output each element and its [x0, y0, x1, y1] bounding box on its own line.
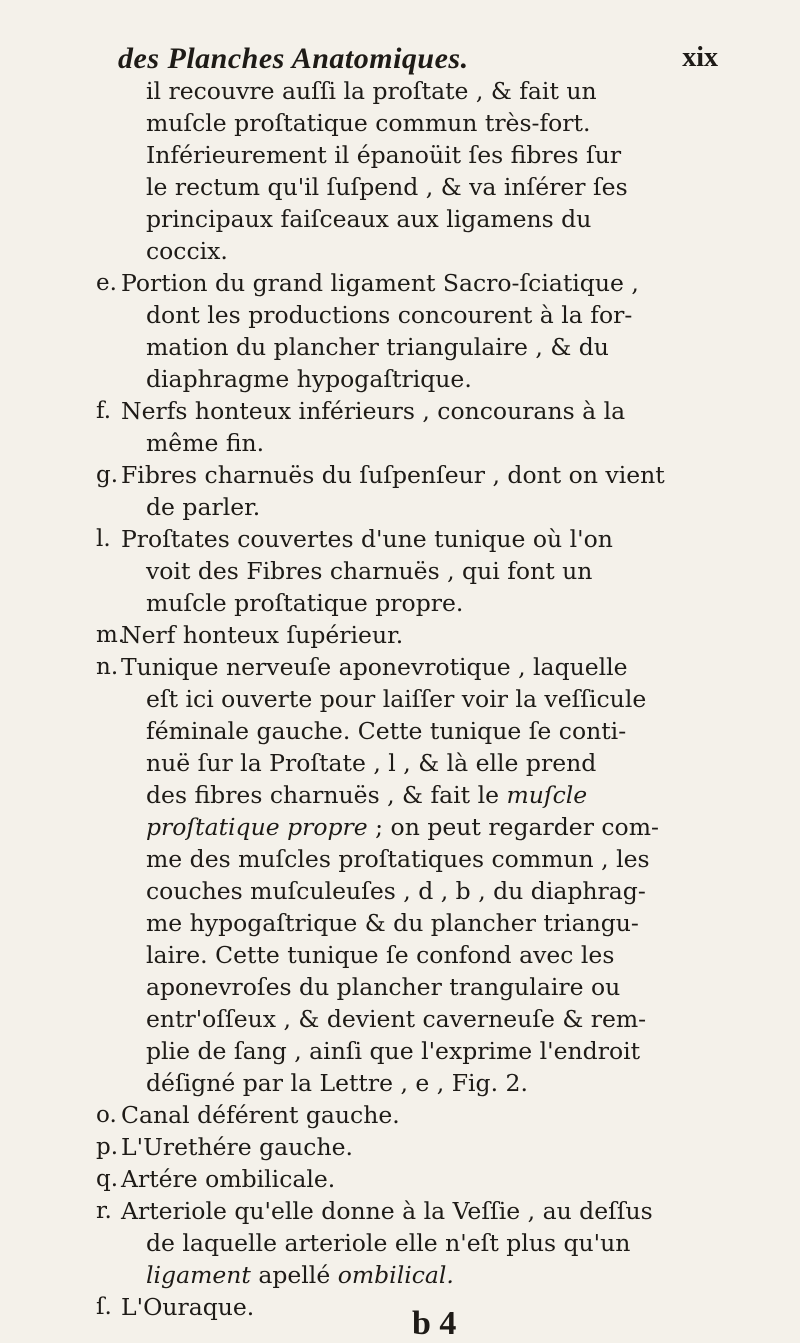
- page-number: xix: [682, 42, 718, 73]
- entry-marker-l: l.: [96, 526, 111, 552]
- book-page: des Planches Anatomiques. xix il recouvre auſſi la proſtate , & fait un muſcle proſtatique commun très-fort. Inférieurement il épanoüit ſes fibres ſur le rectum qu'il ſuſpend , & va inſérer ſes principaux faiſceaux aux ligamens du coccix. e. Portion du grand ligament Sacro-ſciatique , dont les productions concourent à la for- mation du plancher triangulaire , & du diaphragme hypogaſtrique. f. Nerfs honteux inférieurs , concourans à la même fin. g. Fibres charnuës du ſuſpenſeur , dont on vient de parler. l. Proſtates couvertes d'une tunique où l'on voit des Fibres charnuës , qui font un muſcle proſtatique propre. m. Nerf honteux ſupérieur. n. Tunique nerveuſe aponevrotique , laquelle eſt ici ouverte pour laiſſer voir la veſſicule féminale gauche. Cette tunique ſe conti- nuë ſur la Proſtate , l , & là elle prend des fibres charnuës , & fait le muſcle proſtatique propre ; on peut regarder com- me des muſcles proſtatiques commun , les couches muſculeuſes , d , b , du diaphrag- me hypogaſtrique & du plancher triangu- laire. Cette tunique ſe confond avec les aponevroſes du plancher trangulaire ou entr'oſſeux , & devient caverneuſe & rem- plie de ſang , ainſi que l'exprime l'endroit déſigné par la Lettre , e , Fig. 2. o. Canal déférent gauche. p. L'Urethére gauche. q. Artére ombilicale. r. Arteriole qu'elle donne à la Veſſie , au deſſus de laquelle arteriole elle n'eſt plus qu'un ligament apellé ombilical. ſ. L'Ouraque. b 4: [96, 42, 718, 1342]
- entry-marker-q: q.: [96, 1166, 119, 1192]
- italic-term: ligament: [146, 1261, 251, 1289]
- entry-marker-e: e.: [96, 270, 117, 296]
- entry-marker-s: ſ.: [96, 1294, 112, 1320]
- line-remainder: ; on peut regarder com-: [367, 813, 659, 841]
- entry-marker-m: m.: [96, 622, 126, 648]
- entry-marker-o: o.: [96, 1102, 117, 1128]
- running-header: [118, 42, 718, 78]
- italic-term: muſcle: [506, 781, 588, 809]
- entry-marker-f: f.: [96, 398, 112, 424]
- entry-marker-n: n.: [96, 654, 119, 680]
- entry-marker-g: g.: [96, 462, 119, 488]
- running-title: des Planches Anatomiques.: [118, 42, 469, 75]
- entry-marker-p: p.: [96, 1134, 119, 1160]
- entry-marker-r: r.: [96, 1198, 112, 1224]
- italic-term: proſtatique propre: [146, 813, 368, 841]
- italic-term: ombilical.: [337, 1261, 454, 1289]
- signature-mark: b 4: [412, 1305, 457, 1342]
